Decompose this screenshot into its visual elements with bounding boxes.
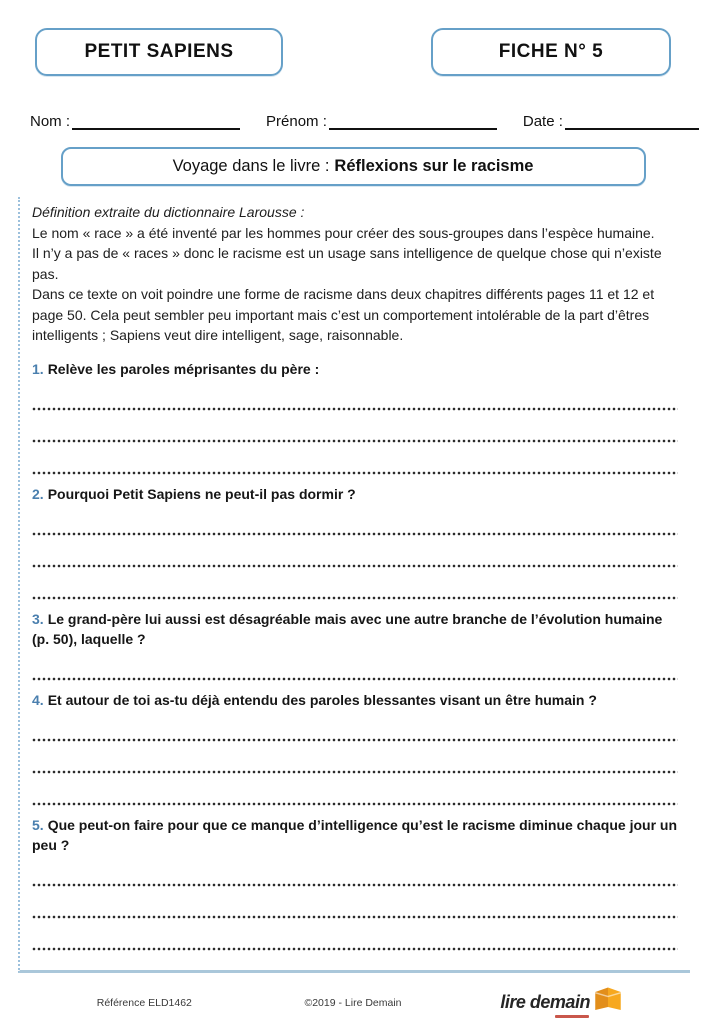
question-text [32, 609, 678, 649]
date-label: Date : [522, 113, 563, 130]
footer-logo-col [457, 989, 666, 1016]
question-label: Que peut-on faire pour que ce manque d’intelligence qu’est le racisme diminue chaque jour un peu ? [32, 816, 678, 853]
question-number: 2. [32, 485, 44, 502]
question-block [32, 609, 678, 681]
series-title-box [35, 28, 283, 76]
answer-line[interactable] [32, 855, 678, 887]
answer-line[interactable] [32, 919, 678, 951]
footer [40, 982, 666, 1024]
copyright-text: ©2019 - Lire Demain [304, 996, 402, 1009]
answer-line[interactable] [32, 379, 678, 411]
question-text [32, 815, 678, 855]
definition-intro [32, 202, 678, 346]
series-title: PETIT SAPIENS [84, 41, 234, 62]
definition-paragraph: Dans ce texte on voit poindre une forme de racisme dans deux chapitres différents pages 11 et 12 et page 50. Cela peut sembler peu important mais c’est un comportement intolérable de la part d’êtres intelligents ; Sapiens veut dire intelligent, sage, raisonnable. [32, 286, 655, 343]
prenom-label: Prénom : [266, 113, 327, 130]
question-text [32, 690, 678, 710]
worksheet-title-box [61, 147, 646, 186]
question-number: 3. [32, 610, 44, 627]
question-block [32, 690, 678, 806]
questions [32, 359, 678, 951]
question-block [32, 484, 678, 600]
question-label: Et autour de toi as-tu déjà entendu des paroles blessantes visant un être humain ? [47, 691, 597, 708]
definition-paragraphs [32, 223, 678, 346]
question-text [32, 359, 678, 379]
nom-label: Nom : [30, 113, 71, 130]
question-number: 5. [32, 816, 44, 833]
answer-line[interactable] [32, 887, 678, 919]
answer-line[interactable] [32, 568, 678, 600]
answer-line[interactable] [32, 774, 678, 806]
definition-lede: Définition extraite du dictionnaire Larousse : [32, 204, 305, 220]
question-block [32, 359, 678, 475]
question-number: 4. [32, 691, 44, 708]
logo-text: lire demain [500, 992, 590, 1012]
answer-line[interactable] [32, 742, 678, 774]
answer-line[interactable] [32, 411, 678, 443]
question-block [32, 815, 678, 951]
answer-line[interactable] [32, 710, 678, 742]
answer-line[interactable] [32, 536, 678, 568]
title-prefix: Voyage dans le livre : [172, 157, 330, 175]
definition-paragraph: Il n’y a pas de « races » donc le racisme est un usage sans intelligence de quelque chose qui n’existe pas. [32, 245, 662, 282]
question-label: Pourquoi Petit Sapiens ne peut-il pas dormir ? [47, 485, 356, 502]
header [0, 0, 706, 76]
nom-field [30, 113, 240, 130]
footer-reference-col [40, 997, 249, 1009]
identity-row [30, 113, 668, 130]
nom-input-line[interactable] [72, 113, 240, 130]
content-area [18, 197, 690, 973]
prenom-input-line[interactable] [329, 113, 497, 130]
question-text [32, 484, 678, 504]
definition-paragraph: Le nom « race » a été inventé par les hommes pour créer des sous-groupes dans l’espèce humaine. [32, 224, 655, 241]
answer-line[interactable] [32, 443, 678, 475]
footer-copyright-col [249, 997, 458, 1009]
answer-line[interactable] [32, 649, 678, 681]
date-input-line[interactable] [565, 113, 699, 130]
lire-demain-logo [500, 989, 623, 1016]
prenom-field [266, 113, 497, 130]
date-field [523, 113, 699, 130]
question-label: Relève les paroles méprisantes du père : [47, 360, 320, 377]
title-emphasis: Réflexions sur le racisme [334, 157, 534, 175]
answer-line[interactable] [32, 504, 678, 536]
question-label: Le grand-père lui aussi est désagréable mais avec une autre branche de l’évolution humaine (p. 50), laquelle ? [32, 610, 663, 647]
sheet-number-box [431, 28, 671, 76]
open-book-icon [593, 985, 623, 1016]
logo-tagline [555, 1015, 589, 1018]
sheet-number: FICHE N° 5 [498, 41, 604, 62]
question-number: 1. [32, 360, 44, 377]
reference-text: Référence ELD1462 [96, 996, 192, 1009]
